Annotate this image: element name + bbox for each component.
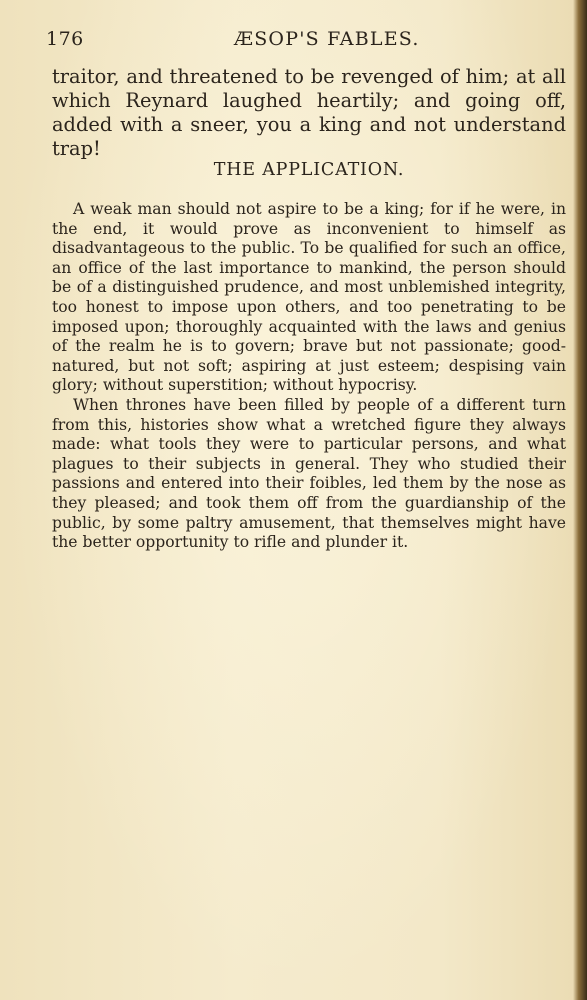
application-body xyxy=(52,200,566,553)
application-paragraph-1: A weak man should not aspire to be a king; for if he were, in the end, it would prove as inconvenient to himself as disadvantageous to the public. To be qualified for such an office, an office of the last importance to mankind, the person should be of a distinguished prudence, and most unblemished integrity, too honest to impose upon others, and too penetrating to be imposed upon; thoroughly acquainted with the laws and genius of the realm he is to govern; brave but not passionate; good-natured, but not soft; aspiring at just esteem; despising vain glory; without superstition; without hypocrisy. xyxy=(52,200,566,395)
page-header xyxy=(46,26,566,52)
fable-ending-text: traitor, and threatened to be revenged of him; at all which Reynard laughed heartily; and going off, added with a sneer, you a king and not understand trap! xyxy=(52,65,566,160)
application-title: THE APPLICATION. xyxy=(213,160,405,180)
application-paragraph-2: When thrones have been filled by people of a different turn from this, histories show what a wretched figure they always made: what tools they were to particular persons, and what plagues to their subjects in general. They who studied their passions and entered into their foibles, led them by the nose as they pleased; and took them off from the guardianship of the public, by some paltry amusement, that themselves might have the better opportunity to rifle and plunder it. xyxy=(52,395,566,552)
running-title: ÆSOP'S FABLES. xyxy=(234,28,420,50)
page-number: 176 xyxy=(46,28,84,50)
book-spine-edge xyxy=(573,0,587,1000)
